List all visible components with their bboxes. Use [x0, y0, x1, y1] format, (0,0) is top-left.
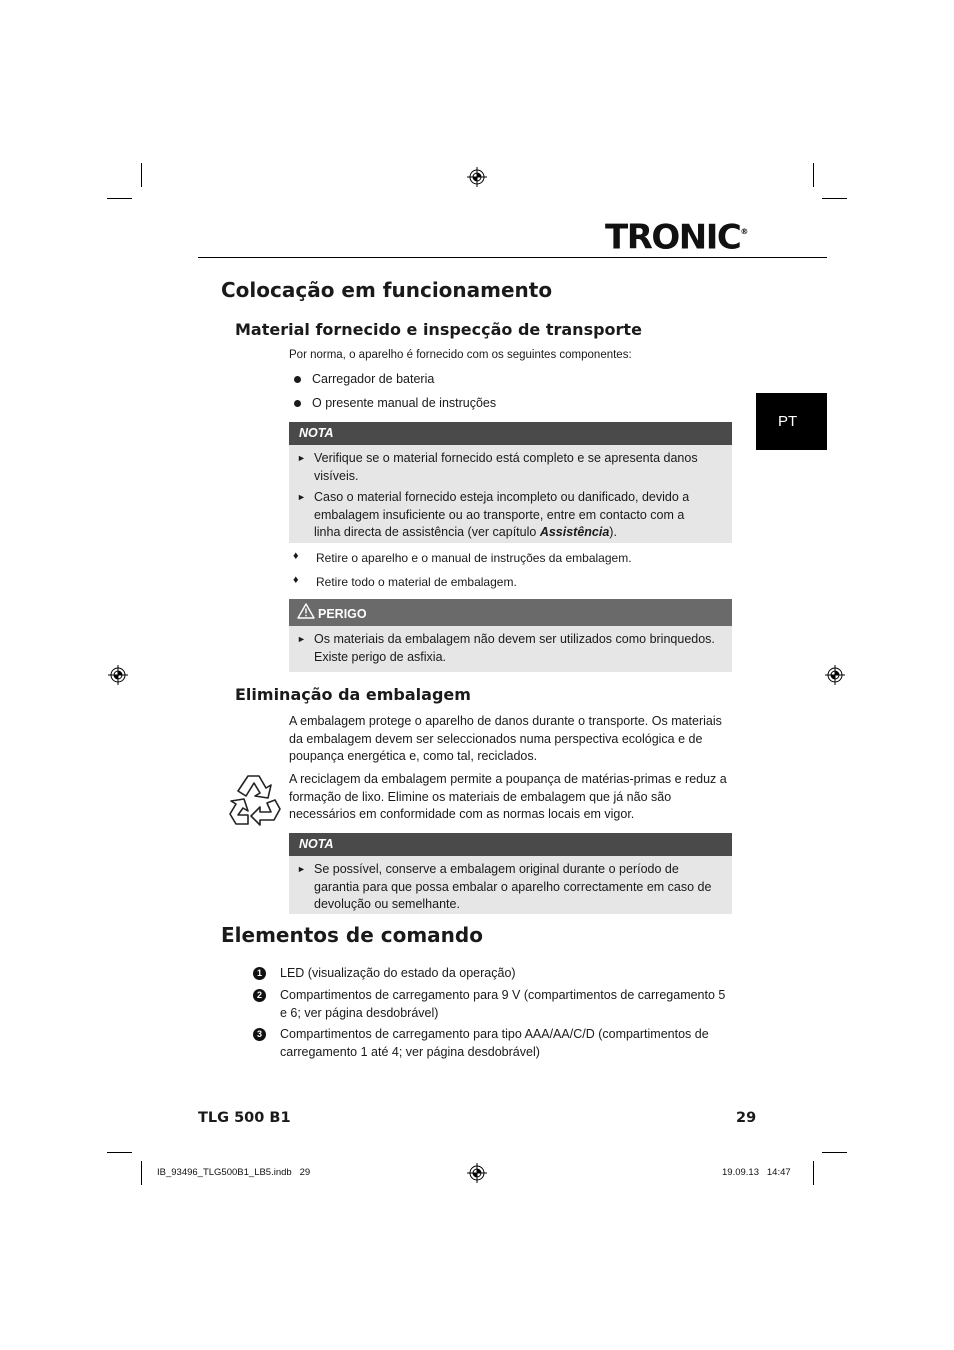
- item-number: 2: [253, 989, 266, 1002]
- crop-mark: [813, 1161, 814, 1185]
- arrow-icon: ►: [297, 453, 306, 463]
- crop-mark: [822, 198, 847, 199]
- footer-model: TLG 500 B1: [198, 1110, 291, 1126]
- arrow-icon: ►: [297, 634, 306, 644]
- danger-header: [289, 599, 732, 626]
- arrow-icon: ►: [297, 492, 306, 502]
- crop-mark: [107, 198, 132, 199]
- danger-text: Os materiais da embalagem não devem ser utilizados como brinquedos. Existe perigo de asfixia.: [314, 632, 715, 664]
- subsection-title: Eliminação da embalagem: [235, 685, 471, 704]
- step-item: Retire todo o material de embalagem.: [316, 575, 517, 589]
- note-header-label: NOTA: [299, 426, 334, 440]
- paragraph: A reciclagem da embalagem permite a poupança de matérias-primas e reduz a formação de lixo. Elimine os materiais de embalagem que já não são necessários em conformidade com as normas locais em vigor.: [289, 772, 727, 821]
- registration-mark-icon: [825, 665, 845, 685]
- recycle-icon: [226, 772, 284, 828]
- note-header: [289, 833, 732, 856]
- language-tab-label: PT: [778, 413, 798, 430]
- list-item: O presente manual de instruções: [312, 396, 497, 410]
- header-rule: [198, 257, 827, 258]
- chapter-reference: Assistência: [539, 525, 610, 539]
- section-title: Elementos de comando: [221, 923, 483, 947]
- note-item-end: ).: [609, 525, 617, 539]
- note-item: Se possível, conserve a embalagem original durante o período de garantia para que possa embalar o aparelho correctamente em caso de devolução ou semelhante.: [314, 862, 712, 911]
- control-item: Compartimentos de carregamento para tipo AAA/AA/C/D (compartimentos de carregamento 1 até 4; ver página desdobrável): [280, 1027, 709, 1059]
- registered-mark: ®: [740, 227, 749, 236]
- diamond-icon: ♦: [293, 550, 299, 562]
- note-item-text: Caso o material fornecido esteja incompleto ou danificado, devido a embalagem insuficiente ou ao transporte, entre em contacto com a linha directa de assistência (ver capítulo: [314, 490, 690, 539]
- section-title: Colocação em funcionamento: [221, 278, 553, 302]
- bullet-dot: [294, 400, 301, 407]
- danger-header-label: PERIGO: [318, 607, 367, 621]
- item-number: 1: [253, 967, 266, 980]
- list-item: Carregador de bateria: [312, 372, 435, 386]
- note-header-label: NOTA: [299, 837, 334, 851]
- control-item: Compartimentos de carregamento para 9 V (compartimentos de carregamento 5 e 6; ver página desdobrável): [280, 988, 726, 1020]
- bullet-dot: [294, 376, 301, 383]
- crop-mark: [107, 1152, 132, 1153]
- paragraph: A embalagem protege o aparelho de danos durante o transporte. Os materiais da embalagem devem ser seleccionados numa perspectiva ecológica e de poupança energética e, como tal, reciclados.: [289, 714, 722, 763]
- slug-date: 19.09.13 14:47: [722, 1167, 791, 1178]
- registration-mark-icon: [467, 1163, 487, 1183]
- note-item: Verifique se o material fornecido está completo e se apresenta danos visíveis.: [314, 451, 698, 483]
- diamond-icon: ♦: [293, 574, 299, 586]
- arrow-icon: ►: [297, 864, 306, 874]
- registration-mark-icon: [467, 167, 487, 187]
- intro-text: Por norma, o aparelho é fornecido com os seguintes componentes:: [289, 349, 632, 361]
- note-header: [289, 422, 732, 445]
- step-item: Retire o aparelho e o manual de instruções da embalagem.: [316, 551, 632, 565]
- registration-mark-icon: [108, 665, 128, 685]
- language-tab: [756, 393, 827, 450]
- item-number: 3: [253, 1028, 266, 1041]
- slug-file: IB_93496_TLG500B1_LB5.indb 29: [157, 1167, 311, 1178]
- warning-triangle-icon: [297, 603, 315, 619]
- subsection-title: Material fornecido e inspecção de transporte: [235, 320, 642, 339]
- brand-logo: [605, 214, 748, 257]
- crop-mark: [141, 1161, 142, 1185]
- control-item: LED (visualização do estado da operação): [280, 966, 516, 980]
- crop-mark: [141, 163, 142, 187]
- brand-logo-text: TRONIC: [605, 217, 741, 258]
- note-item: [314, 489, 714, 542]
- crop-mark: [822, 1152, 847, 1153]
- page-number: 29: [736, 1110, 757, 1126]
- crop-mark: [813, 163, 814, 187]
